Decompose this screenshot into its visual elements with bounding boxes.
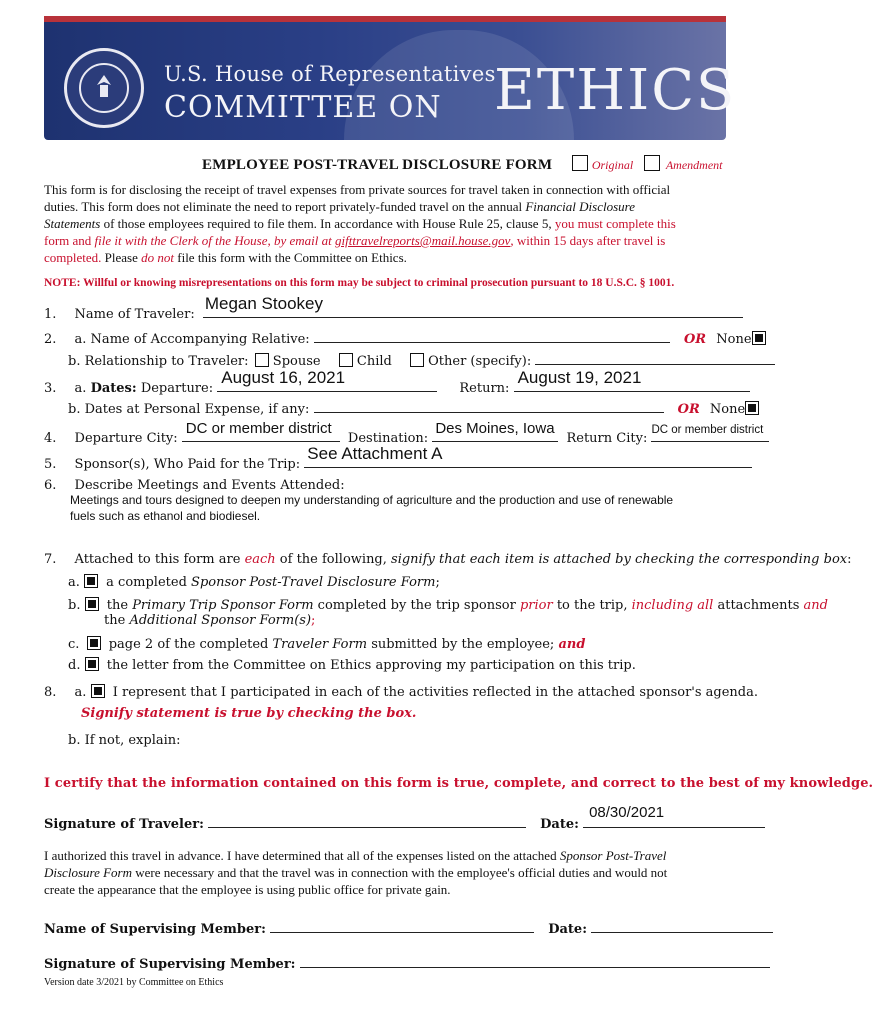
return-date-field[interactable] — [514, 368, 750, 392]
original-option[interactable] — [572, 155, 633, 173]
traveler-date-label: Date: — [540, 817, 579, 832]
meetings-description-line-2: fuels such as ethanol and biodiesel. — [70, 509, 261, 523]
destination-label: Destination: — [347, 431, 429, 446]
authorization-paragraph — [44, 847, 667, 898]
intro-line-2: duties. This form does not eliminate the need to report privately-funded travel on the annual — [44, 199, 526, 214]
personal-expense-dates-field[interactable] — [314, 398, 664, 413]
child-label: Child — [356, 354, 392, 369]
q7b-additional-form: Additional Sponsor Form(s) — [129, 613, 312, 628]
q7d-checkbox[interactable] — [85, 657, 99, 671]
intro-line-1: This form is for disclosing the receipt of travel expenses from private sources for travel taken in connection with official — [44, 182, 671, 197]
q7b-checkbox[interactable] — [85, 597, 99, 611]
q7-colon: : — [847, 552, 852, 567]
q5-number: 5. — [44, 457, 57, 472]
amendment-label: Amendment — [665, 158, 723, 172]
spouse-checkbox[interactable] — [255, 353, 269, 367]
house-seal-logo — [64, 48, 144, 128]
q7b-row — [68, 597, 828, 614]
sponsor-field[interactable] — [304, 444, 752, 468]
intro-please: Please — [101, 250, 142, 265]
banner-subtitle: U.S. House of Representatives — [164, 62, 496, 86]
q3b-row — [68, 398, 759, 418]
q8a-text: I represent that I participated in each of the activities reflected in the attached sponsor's agenda. — [112, 685, 759, 700]
intro-paragraph — [44, 181, 724, 266]
q1-row — [44, 294, 743, 323]
departure-city-field[interactable] — [182, 420, 340, 442]
q8a-checkbox[interactable] — [91, 684, 105, 698]
q7d-text: the letter from the Committee on Ethics approving my participation on this trip. — [106, 658, 636, 673]
auth-sponsor-post-travel: Sponsor Post-Travel — [559, 848, 667, 863]
supervisor-signature-row — [44, 953, 770, 973]
supervisor-name-row — [44, 918, 773, 938]
intro-do-not: do not — [141, 250, 174, 265]
clerk-email-link[interactable]: gifttravelreports@mail.house.gov — [335, 233, 511, 248]
q2b-label: b. Relationship to Traveler: — [68, 354, 249, 369]
q7b-primary-form: Primary Trip Sponsor Form — [132, 598, 314, 613]
q3b-none-checkbox[interactable] — [745, 401, 759, 415]
return-label: Return: — [459, 381, 510, 396]
original-checkbox[interactable] — [572, 155, 588, 171]
auth-line-3: create the appearance that the employee is using public office for private gain. — [44, 882, 451, 897]
banner-stripe — [44, 16, 726, 22]
q1-label: Name of Traveler: — [74, 307, 195, 322]
destination-value: Des Moines, Iowa — [435, 420, 555, 437]
traveler-name-value: Megan Stookey — [204, 294, 323, 313]
q1-number: 1. — [44, 307, 57, 322]
signature-row — [44, 804, 765, 833]
q7b-text-5: to the trip, — [552, 598, 632, 613]
intro-form-and: form and — [44, 233, 95, 248]
q4-number: 4. — [44, 431, 57, 446]
q7c-letter: c. — [68, 637, 80, 652]
q3b-none-label: None — [709, 402, 746, 417]
q7c-text-1: page 2 of the completed — [108, 637, 273, 652]
q7d-row — [68, 657, 636, 674]
supervisor-name-field[interactable] — [270, 918, 534, 933]
q7a-text-3: ; — [435, 575, 440, 590]
intro-must-complete: you must complete this — [554, 216, 676, 231]
q8a-row — [44, 684, 758, 701]
q2a-none-label: None — [716, 332, 752, 347]
q7a-text-1: a completed — [106, 575, 192, 590]
supervisor-signature-field[interactable] — [300, 953, 770, 968]
intro-within-15-days: , within 15 days after travel is — [510, 233, 666, 248]
q3a-label: a. — [74, 381, 87, 396]
q2a-or: OR — [683, 332, 707, 347]
q7-signify: signify that each item is attached by checking the corresponding box — [391, 552, 848, 567]
q7c-traveler-form: Traveler Form — [272, 637, 368, 652]
supervisor-signature-label: Signature of Supervising Member: — [44, 957, 296, 972]
version-footer: Version date 3/2021 by Committee on Ethics — [44, 977, 224, 988]
banner-committee: COMMITTEE ON — [164, 90, 442, 125]
q7a-letter: a. — [68, 575, 80, 590]
q3b-label: b. Dates at Personal Expense, if any: — [68, 402, 310, 417]
q5-label: Sponsor(s), Who Paid for the Trip: — [74, 457, 301, 472]
traveler-date-value: 08/30/2021 — [589, 804, 665, 821]
q7-number: 7. — [44, 552, 57, 567]
supervisor-date-label: Date: — [548, 922, 588, 937]
form-title: EMPLOYEE POST-TRAVEL DISCLOSURE FORM — [202, 157, 553, 173]
intro-file-with-clerk: file it with the Clerk of the House, by email at — [94, 233, 336, 248]
departure-date-field[interactable] — [217, 368, 437, 392]
banner-ethics: ETHICS — [494, 58, 737, 123]
q7c-and: and — [558, 637, 586, 652]
q7b-text-1: the — [106, 598, 133, 613]
q7b-including-all: including all — [631, 598, 714, 613]
q7b-text-7: attachments — [713, 598, 804, 613]
q7a-sponsor-form: Sponsor Post-Travel Disclosure Form — [191, 575, 436, 590]
q8a-letter: a. — [74, 685, 87, 700]
q5-row — [44, 444, 752, 473]
q7b-prior: prior — [519, 598, 553, 613]
departure-label: Departure: — [140, 381, 214, 396]
return-date-value: August 19, 2021 — [517, 368, 642, 387]
intro-financial-disclosure: Financial Disclosure — [525, 199, 635, 214]
q7b-text-3: completed by the trip sponsor — [313, 598, 520, 613]
q7b-letter: b. — [68, 598, 81, 613]
header-banner — [44, 16, 737, 140]
traveler-signature-label: Signature of Traveler: — [44, 817, 204, 832]
destination-field[interactable] — [432, 420, 558, 442]
q2a-label: a. Name of Accompanying Relative: — [74, 332, 310, 347]
supervisor-date-field[interactable] — [591, 918, 773, 933]
sponsor-value: See Attachment A — [307, 444, 443, 463]
q7-each: each — [244, 552, 276, 567]
other-checkbox[interactable] — [410, 353, 424, 367]
q7d-letter: d. — [68, 658, 81, 673]
intro-statements: Statements — [44, 216, 101, 231]
meetings-description-field[interactable] — [70, 492, 673, 524]
q3-dates-label: Dates: — [90, 381, 137, 396]
q2a-row — [44, 328, 766, 348]
amendment-option[interactable] — [644, 155, 722, 173]
accompanying-relative-field[interactable] — [314, 328, 670, 343]
auth-disclosure-form: Disclosure Form — [44, 865, 132, 880]
q7b-row-2 — [104, 613, 315, 629]
intro-line-3: of those employees required to file them. In accordance with House Rule 25, clause 5, — [100, 216, 555, 231]
departure-date-value: August 16, 2021 — [221, 368, 346, 387]
q7-intro-a: Attached to this form are — [74, 552, 245, 567]
return-city-value: DC or member district — [651, 424, 764, 436]
amendment-checkbox[interactable] — [644, 155, 660, 171]
q7-intro-c: of the following, — [275, 552, 392, 567]
departure-city-value: DC or member district — [185, 420, 332, 437]
supervisor-name-label: Name of Supervising Member: — [44, 922, 266, 937]
q7b-and: and — [803, 598, 828, 613]
return-city-label: Return City: — [566, 431, 648, 446]
q8-number: 8. — [44, 685, 57, 700]
q7a-row — [68, 574, 440, 591]
traveler-date-field[interactable] — [583, 804, 765, 828]
child-checkbox[interactable] — [339, 353, 353, 367]
q8b-label: b. If not, explain: — [68, 733, 181, 748]
criminal-note: NOTE: Willful or knowing misrepresentations on this form may be subject to criminal prosecution pursuant to 18 U.S.C. § 1001. — [44, 277, 675, 289]
intro-file-not-ethics: file this form with the Committee on Ethics. — [174, 250, 407, 265]
other-label: Other (specify): — [428, 354, 532, 369]
q7a-checkbox[interactable] — [84, 574, 98, 588]
q3b-or: OR — [677, 402, 700, 417]
q2b-row — [68, 350, 775, 370]
auth-line-1: I authorized this travel in advance. I have determined that all of the expenses listed on the attached — [44, 848, 560, 863]
q2-number: 2. — [44, 332, 57, 347]
q7c-row — [68, 636, 585, 653]
return-city-field[interactable] — [651, 424, 769, 442]
q7c-text-3: submitted by the employee; — [367, 637, 559, 652]
q7c-checkbox[interactable] — [87, 636, 101, 650]
q7b-text-9: the — [104, 613, 130, 628]
q3a-row — [44, 368, 750, 397]
intro-completed: completed. — [44, 250, 102, 265]
q3-number: 3. — [44, 381, 57, 396]
spouse-label: Spouse — [272, 354, 321, 369]
traveler-name-field[interactable] — [203, 294, 743, 318]
auth-line-2: were necessary and that the travel was in connection with the employee's official duties and would not — [132, 865, 668, 880]
original-label: Original — [591, 158, 634, 172]
other-specify-field[interactable] — [535, 350, 775, 365]
q6-label: Describe Meetings and Events Attended: — [74, 478, 345, 493]
certify-statement: I certify that the information contained on this form is true, complete, and correct to the best of my knowledge. — [44, 776, 873, 791]
q8-signify: Signify statement is true by checking the box. — [81, 706, 417, 721]
q7b-text-11: ; — [311, 613, 316, 628]
q6-number: 6. — [44, 478, 57, 493]
meetings-description-line-1: Meetings and tours designed to deepen my understanding of agriculture and the production and use of renewable — [70, 493, 674, 507]
q7-row — [44, 552, 852, 568]
traveler-signature-field[interactable] — [208, 813, 526, 828]
q2a-none-checkbox[interactable] — [752, 331, 766, 345]
departure-city-label: Departure City: — [74, 431, 178, 446]
